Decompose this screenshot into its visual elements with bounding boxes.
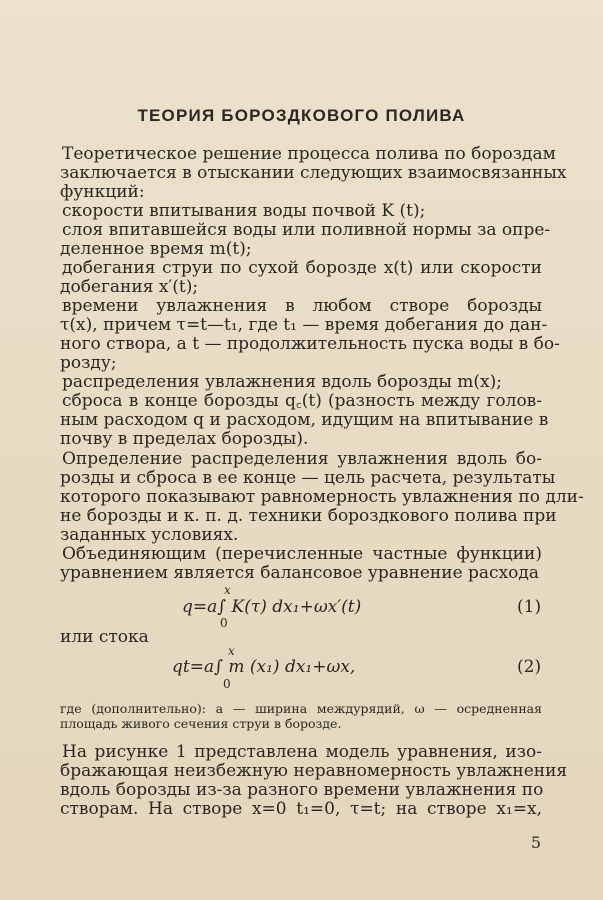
text-line: Определение распределения увлажнения вдоль бо- bbox=[62, 449, 542, 469]
equation-1-lower-limit: 0 bbox=[220, 616, 228, 630]
equation-2-lower-limit: 0 bbox=[223, 677, 231, 691]
text-line: заданных условиях. bbox=[60, 525, 239, 545]
equation-2-number: (2) bbox=[517, 657, 542, 677]
section-title: ТЕОРИЯ БОРОЗДКОВОГО ПОЛИВА bbox=[137, 106, 466, 125]
note-line: площадь живого сечения струи в борозде. bbox=[60, 716, 342, 731]
text-line: Объединяющим (перечисленные частные функции) bbox=[62, 544, 542, 564]
text-line: розду; bbox=[60, 353, 117, 373]
text-line: добегания струи по сухой борозде x(t) или скорости bbox=[62, 258, 542, 278]
text-line: слоя впитавшейся воды или поливной нормы за опре- bbox=[62, 220, 551, 240]
text-line: скорости впитывания воды почвой K (t); bbox=[62, 201, 426, 221]
text-line: На рисунке 1 представлена модель уравнения, изо- bbox=[62, 742, 542, 762]
text-line: деленное время m(t); bbox=[60, 239, 252, 259]
equation-1-number: (1) bbox=[517, 597, 542, 617]
equation-2: qt=a∫ m (x₁) dx₁+ωx, bbox=[172, 657, 356, 677]
page-number: 5 bbox=[530, 833, 541, 852]
text-line: не борозды и к. п. д. техники бороздкового полива при bbox=[60, 506, 557, 526]
text-line: вдоль борозды из-за разного времени увлажнения по bbox=[60, 780, 544, 800]
text-line: которого показывают равномерность увлажнения по дли- bbox=[60, 487, 584, 507]
text-line: створам. На створе x=0 t₁=0, τ=t; на створе x₁=x, bbox=[60, 799, 542, 819]
text-line: почву в пределах борозды). bbox=[60, 429, 309, 449]
text-line: заключается в отыскании следующих взаимосвязанных bbox=[60, 163, 567, 183]
text-line: бражающая неизбежную неравномерность увлажнения bbox=[60, 761, 568, 781]
text-line: или стока bbox=[60, 627, 149, 647]
text-line: розды и сброса в ее конце — цель расчета, результаты bbox=[60, 468, 556, 488]
equation-1-upper-limit: x bbox=[224, 583, 231, 597]
text-line: времени увлажнения в любом створе борозды bbox=[62, 296, 542, 316]
equation-2-upper-limit: x bbox=[228, 644, 235, 658]
text-line: ным расходом q и расходом, идущим на впитывание в bbox=[60, 410, 549, 430]
text-line: распределения увлажнения вдоль борозды m(x); bbox=[62, 372, 503, 392]
equation-1: q=a∫ K(τ) dx₁+ωx′(t) bbox=[182, 597, 362, 617]
text-line: функций: bbox=[60, 182, 145, 202]
text-line: ного створа, а t — продолжительность пуска воды в бо- bbox=[60, 334, 560, 354]
text-line: добегания x′(t); bbox=[60, 277, 199, 297]
text-line: τ(x), причем τ=t—t₁, где t₁ — время добегания до дан- bbox=[60, 315, 548, 335]
note-line: где (дополнительно): a — ширина междурядий, ω — осредненная bbox=[60, 701, 542, 716]
text-line: уравнением является балансовое уравнение расхода bbox=[60, 563, 539, 583]
text-line: Теоретическое решение процесса полива по бороздам bbox=[62, 144, 556, 164]
text-line: сброса в конце борозды q꜀(t) (разность между голов- bbox=[62, 391, 542, 411]
